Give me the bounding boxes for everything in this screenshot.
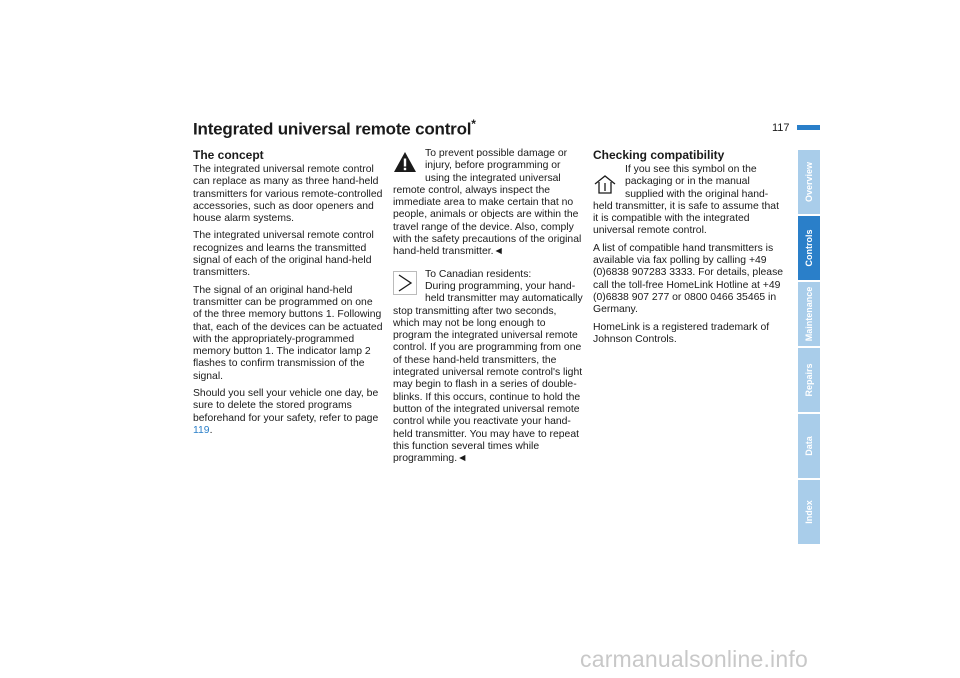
tab-label: Maintenance (804, 286, 814, 342)
tab-data[interactable] (798, 414, 820, 478)
page-number-bar (797, 125, 820, 130)
column-compatibility (593, 148, 786, 351)
note-text: During programming, your hand-held transmitter may automatically stop transmitting after two seconds, which may not be long enough to program the integrated universal remote control. If you are programming from one of these hand-held transmitters, the integrated universal remote control's light may begin to flash in a series of double-blinks. If this occurs, continue to hold the button of the integrated universal remote control while you reactivate your hand-held transmitter. You may have to repeat this function several times while programming.◄ (393, 280, 583, 465)
tab-label: Controls (804, 229, 814, 267)
watermark: carmanualsonline.info (580, 646, 808, 672)
section-tabs (798, 150, 820, 546)
tab-label: Repairs (804, 363, 814, 397)
paragraph (193, 388, 383, 437)
tab-maintenance[interactable] (798, 282, 820, 346)
note-icon (393, 271, 417, 295)
paragraph: If you see this symbol on the packaging or in the manual supplied with the original hand-held transmitter, it is safe to assume that it is compatible with the integrated universal remote control. (593, 164, 779, 237)
paragraph: HomeLink is a registered trademark of Johnson Controls. (593, 321, 770, 345)
column-notes (393, 148, 583, 475)
tab-repairs[interactable] (798, 348, 820, 412)
page-title (193, 117, 476, 140)
tab-label: Overview (804, 161, 814, 203)
heading-compatibility: Checking compatibility (593, 148, 725, 162)
paragraph: The integrated universal remote control recognizes and learns the transmitted signal of each of the original hand-held transmitters. (193, 230, 374, 279)
heading-concept: The concept (193, 148, 264, 162)
homelink-house-icon (593, 172, 617, 196)
paragraph-end: . (209, 424, 213, 436)
tab-overview[interactable] (798, 150, 820, 214)
paragraph: The signal of an original hand-held transmitter can be programmed on one of the three memory buttons 1. Following that, each of the devices can be actuated with the appropriately-programmed memory button 1. The indicator lamp 2 flashes to confirm transmission of the signal. (193, 284, 383, 382)
warning-icon (393, 150, 417, 174)
tab-controls[interactable] (798, 216, 820, 280)
page-number: 117 (772, 122, 790, 134)
tab-index[interactable] (798, 480, 820, 544)
column-concept (193, 148, 383, 442)
asterisk-mark: * (471, 117, 476, 131)
warning-text: To prevent possible damage or injury, before programming or using the integrated universal remote control, always inspect the immediate area to make certain that no people, animals or objects are within the travel range of the device. Also, comply with the safety precautions of the original hand-held transmitter.◄ (393, 148, 582, 258)
warning-block (393, 148, 583, 259)
paragraph-text: Should you sell your vehicle one day, be sure to delete the stored programs beforehand for your safety, refer to page (193, 388, 379, 424)
paragraph: The integrated universal remote control can replace as many as three hand-held transmitters for various remote-controlled accessories, such as door openers and house alarm systems. (193, 164, 383, 225)
title-text: Integrated universal remote control (193, 119, 472, 139)
page-link[interactable]: 119 (193, 424, 210, 436)
tab-label: Index (804, 500, 814, 524)
note-title: To Canadian residents: (425, 268, 532, 280)
paragraph: A list of compatible hand transmitters is available via fax polling by calling +49 (0)6838 907283 3333. For details, please call the toll-free HomeLink Hotline at +49 (0)6838 907 277 or 0800 0466 35465 in Germany. (593, 242, 784, 316)
tab-label: Data (804, 436, 814, 456)
note-block (393, 269, 583, 466)
